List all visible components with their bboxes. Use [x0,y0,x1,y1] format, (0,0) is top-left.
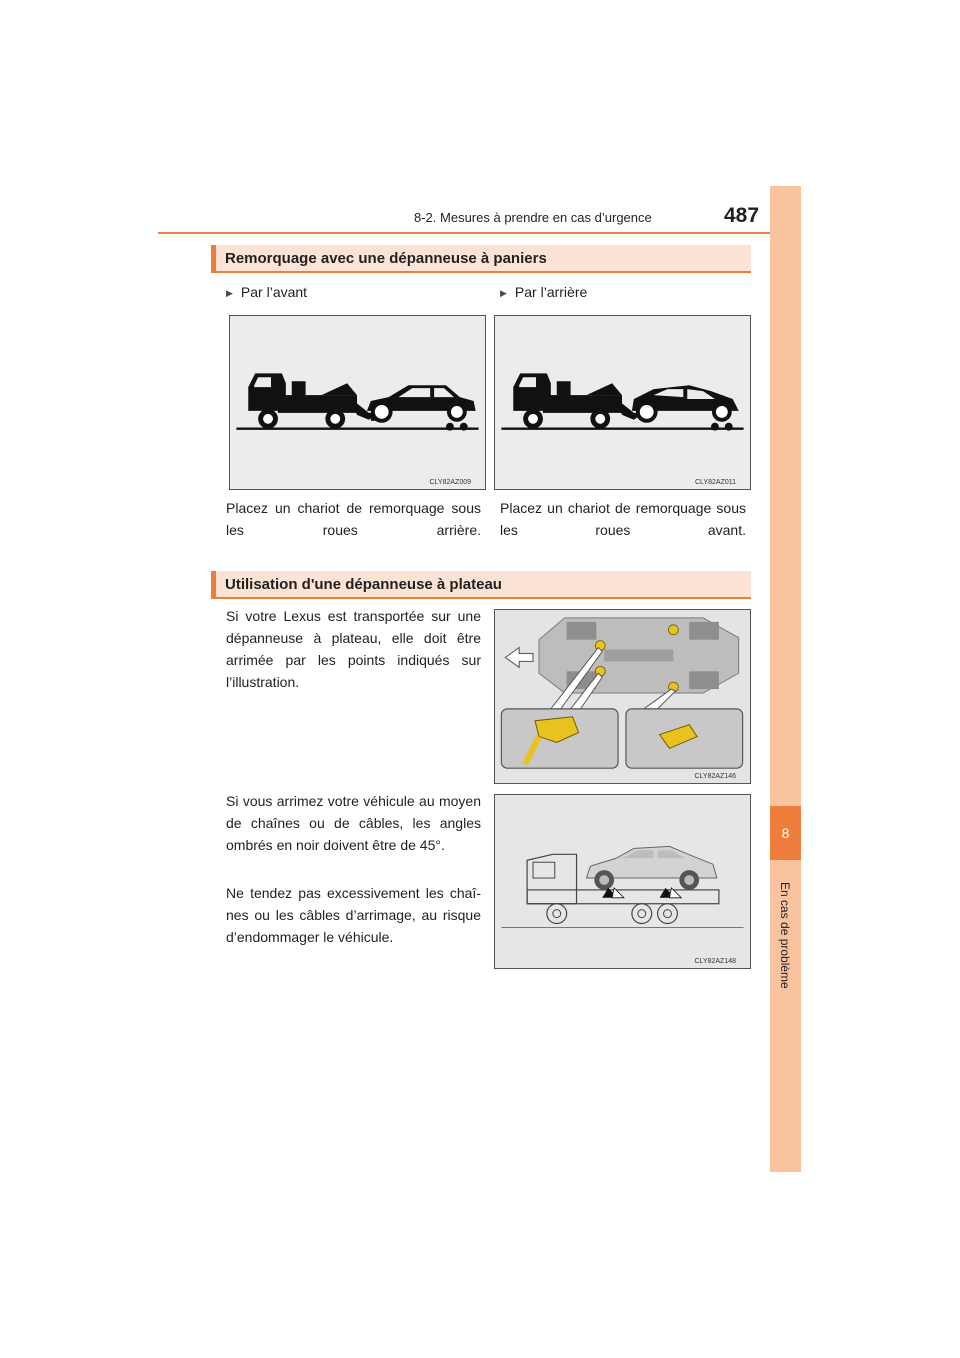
tow-truck-front-illustration [230,316,485,489]
flatbed-truck-illustration [495,795,750,968]
caption-rear: Placez un chariot de remorquage sous les roues avant. [500,500,746,538]
paragraph-flatbed-intro: Si votre Lexus est transportée sur une dépanneuse à plateau, elle doit être arrimée par les points indiqués sur l’illustration. [226,608,481,690]
figure-code: CLY82AZ011 [695,479,736,486]
header-rule [158,232,800,234]
paragraph-tension-warning: Ne tendez pas excessivement les chaî-nes ou les câbles d’arrimage, au risque d’endommager le véhicule. [226,885,481,945]
bullet-rear-label: Par l’arrière [514,284,588,300]
chapter-number-badge: 8 [770,806,801,860]
underbody-tie-down-illustration [495,610,750,783]
figure-code: CLY82AZ148 [694,958,736,965]
chapter-label-text: En cas de problème [778,881,792,989]
chapter-side-tab [770,186,801,1172]
figure-flatbed-side [494,794,751,969]
figure-tow-front [229,315,486,490]
figure-tie-down-points [494,609,751,784]
bullet-front-label: Par l’avant [240,284,308,300]
triangle-bullet-icon: ▶ [500,288,507,298]
figure-code: CLY82AZ009 [429,479,471,486]
bullet-front [226,284,307,300]
chapter-label [762,870,808,1000]
section-heading-wheel-lift: Remorquage avec une dépanneuse à paniers [211,245,751,273]
figure-tow-rear [494,315,751,490]
running-header: 8-2. Mesures à prendre en cas d’urgence [414,210,652,225]
caption-front: Placez un chariot de remorquage sous les roues arrière. [226,500,481,538]
tow-truck-rear-illustration [495,316,750,489]
paragraph-chain-angle: Si vous arrimez votre véhicule au moyen de chaînes ou de câbles, les angles ombrés en noir doivent être de 45°. [226,793,481,853]
page-number: 487 [724,204,760,227]
triangle-bullet-icon: ▶ [226,288,233,298]
bullet-rear [500,284,587,300]
section-heading-flatbed: Utilisation d'une dépanneuse à plateau [211,571,751,599]
figure-code: CLY82AZ146 [694,773,736,780]
